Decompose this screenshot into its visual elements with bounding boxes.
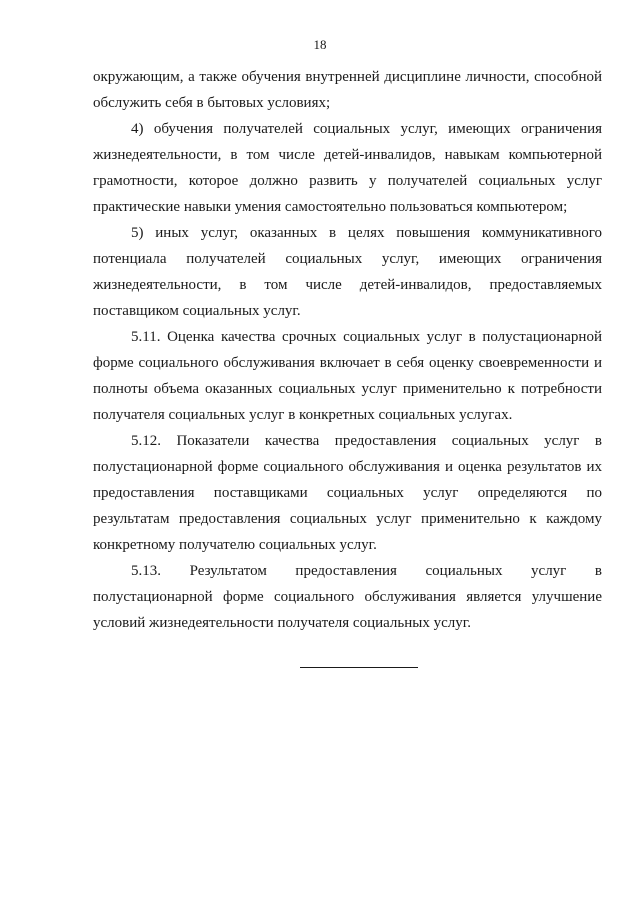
text-line: поставщиком социальных услуг. <box>93 303 301 319</box>
paragraph-item-4 <box>93 116 602 220</box>
text-line: 5) иных услуг, оказанных в целях повышения коммуникативного <box>131 225 602 241</box>
text-line: конкретному получателю социальных услуг. <box>93 537 377 553</box>
text-line: 5.11. Оценка качества срочных социальных услуг в полустационарной <box>131 329 602 345</box>
text-line: полноты объема оказанных социальных услуг применительно к потребности <box>93 381 602 397</box>
paragraph-item-5 <box>93 220 602 324</box>
text-line: 4) обучения получателей социальных услуг, имеющих ограничения <box>131 121 602 137</box>
text-line: полустационарной форме социального обслуживания является улучшение <box>93 589 602 605</box>
paragraph-5-12 <box>93 428 602 558</box>
text-line: результатам предоставления социальных услуг применительно к каждому <box>93 511 602 527</box>
paragraph-5-11 <box>93 324 602 428</box>
page-number: 18 <box>313 37 327 52</box>
text-line: полустационарной форме социального обслуживания и оценка результатов их <box>93 459 602 475</box>
paragraph-continuation <box>93 64 602 116</box>
text-line: форме социального обслуживания включает в себя оценку своевременности и <box>93 355 602 371</box>
text-line: условий жизнедеятельности получателя социальных услуг. <box>93 615 471 631</box>
text-line: обслужить себя в бытовых условиях; <box>93 95 331 111</box>
end-of-text-rule <box>300 667 418 668</box>
document-body <box>93 64 602 636</box>
text-line: грамотности, которое должно развить у получателей социальных услуг <box>93 173 602 189</box>
text-line: получателя социальных услуг в конкретных социальных услугах. <box>93 407 513 423</box>
text-line: жизнедеятельности, в том числе детей-инвалидов, предоставляемых <box>93 277 602 293</box>
text-line: жизнедеятельности, в том числе детей-инвалидов, навыкам компьютерной <box>93 147 602 163</box>
text-line: 5.12. Показатели качества предоставления социальных услуг в <box>131 433 602 449</box>
text-line: 5.13. Результатом предоставления социальных услуг в <box>131 563 602 579</box>
text-line: окружающим, а также обучения внутренней дисциплине личности, способной <box>93 69 602 85</box>
text-line: потенциала получателей социальных услуг, имеющих ограничения <box>93 251 602 267</box>
text-line: практические навыки умения самостоятельно пользоваться компьютером; <box>93 199 568 215</box>
paragraph-5-13 <box>93 558 602 636</box>
text-line: предоставления поставщиками социальных услуг определяются по <box>93 485 602 501</box>
